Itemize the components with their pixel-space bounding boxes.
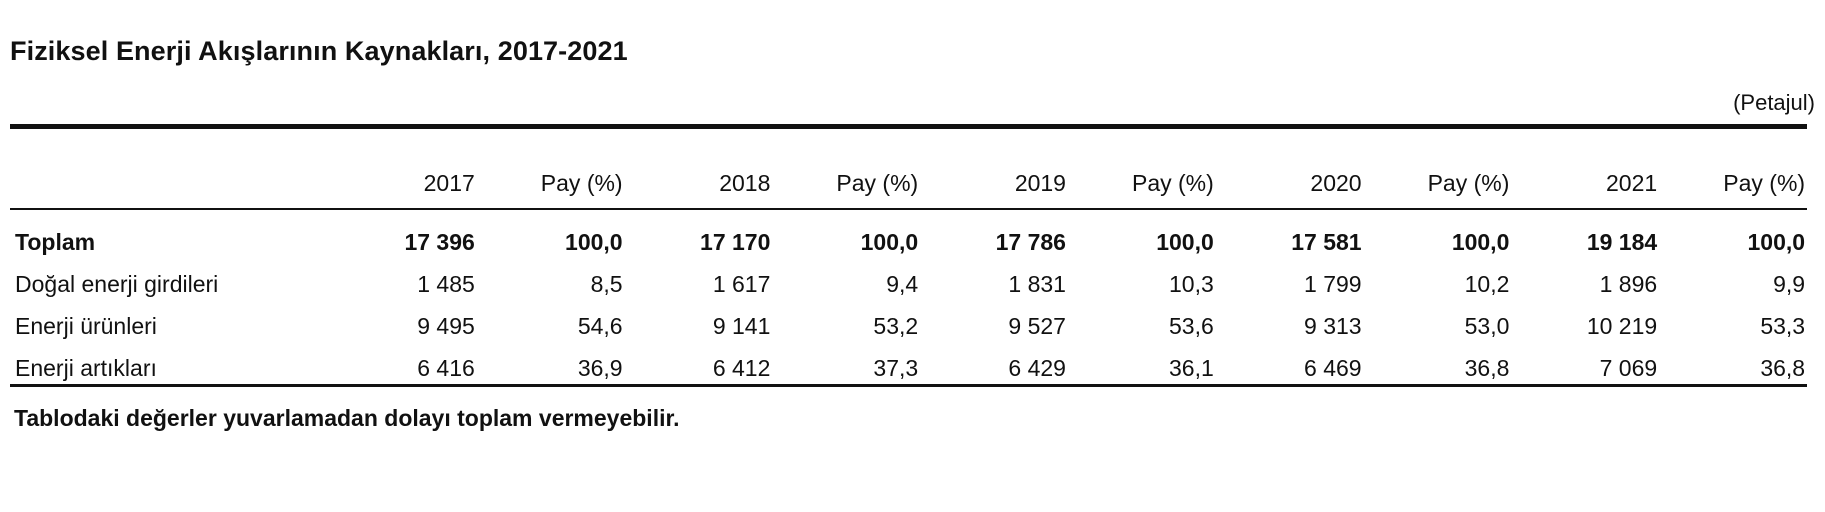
row-label: Enerji ürünleri [15,312,157,339]
table-cell: 19 184 [1586,228,1658,255]
table-cell: 10,2 [1464,270,1510,297]
column-header: Pay (%) [1427,169,1510,196]
table-cell: 9 313 [1304,312,1362,339]
column-header: Pay (%) [540,169,623,196]
row-label: Enerji artıkları [15,354,157,381]
table-cell: 6 429 [1008,354,1066,381]
table-cell: 36,8 [1464,354,1510,381]
table-row [10,347,1807,389]
table-cell: 9,4 [886,270,919,297]
table-cell: 17 581 [1291,228,1362,255]
table-cell: 17 786 [995,228,1066,255]
table-cell: 100,0 [860,228,919,255]
column-header: 2021 [1606,169,1658,196]
table-cell: 37,3 [873,354,919,381]
column-header: Pay (%) [1131,169,1214,196]
table-cell: 6 469 [1304,354,1362,381]
data-table [10,0,1807,389]
column-header: 2018 [719,169,771,196]
table-cell: 36,1 [1169,354,1214,381]
table-cell: 1 485 [417,270,475,297]
table-cell: 100,0 [1156,228,1214,255]
table-cell: 100,0 [1451,228,1510,255]
table-cell: 53,0 [1464,312,1510,339]
table-cell: 1 799 [1304,270,1362,297]
table-row [10,263,1807,305]
table-cell: 10,3 [1169,270,1214,297]
table-row [10,305,1807,347]
column-header: Pay (%) [836,169,919,196]
table-cell: 6 416 [417,354,475,381]
row-label: Toplam [15,228,96,255]
table-cell: 9 527 [1008,312,1066,339]
column-header: 2019 [1014,169,1066,196]
unit-label: (Petajul) [1733,90,1815,115]
table-cell: 36,8 [1760,354,1806,381]
table-cell: 9 495 [417,312,475,339]
table-cell: 100,0 [1747,228,1806,255]
row-label: Doğal enerji girdileri [15,270,219,297]
column-header [10,156,329,210]
table-cell: 17 170 [700,228,771,255]
column-header: 2017 [423,169,475,196]
table-cell: 8,5 [590,270,623,297]
table-cell: 9,9 [1773,270,1806,297]
table-footnote: Tablodaki değerler yuvarlamadan dolayı toplam vermeyebilir. [14,405,680,431]
table-cell: 6 412 [712,354,771,381]
table-cell: 1 896 [1599,270,1658,297]
table-cell: 1 831 [1008,270,1066,297]
table-cell: 10 219 [1586,312,1658,339]
table-cell: 36,9 [577,354,623,381]
table-row [10,221,1807,263]
table-cell: 7 069 [1599,354,1658,381]
table-cell: 100,0 [565,228,623,255]
table-cell: 53,2 [873,312,919,339]
table-cell: 53,6 [1169,312,1214,339]
table-cell: 17 396 [404,228,475,255]
table-cell: 9 141 [712,312,771,339]
table-cell: 53,3 [1760,312,1806,339]
column-header: 2020 [1310,169,1362,196]
table-cell: 54,6 [577,312,623,339]
page-title: Fiziksel Enerji Akışlarının Kaynakları, 2017-2021 [10,36,628,66]
table-cell: 1 617 [712,270,771,297]
column-header: Pay (%) [1723,169,1806,196]
table-header-row [10,156,1807,210]
